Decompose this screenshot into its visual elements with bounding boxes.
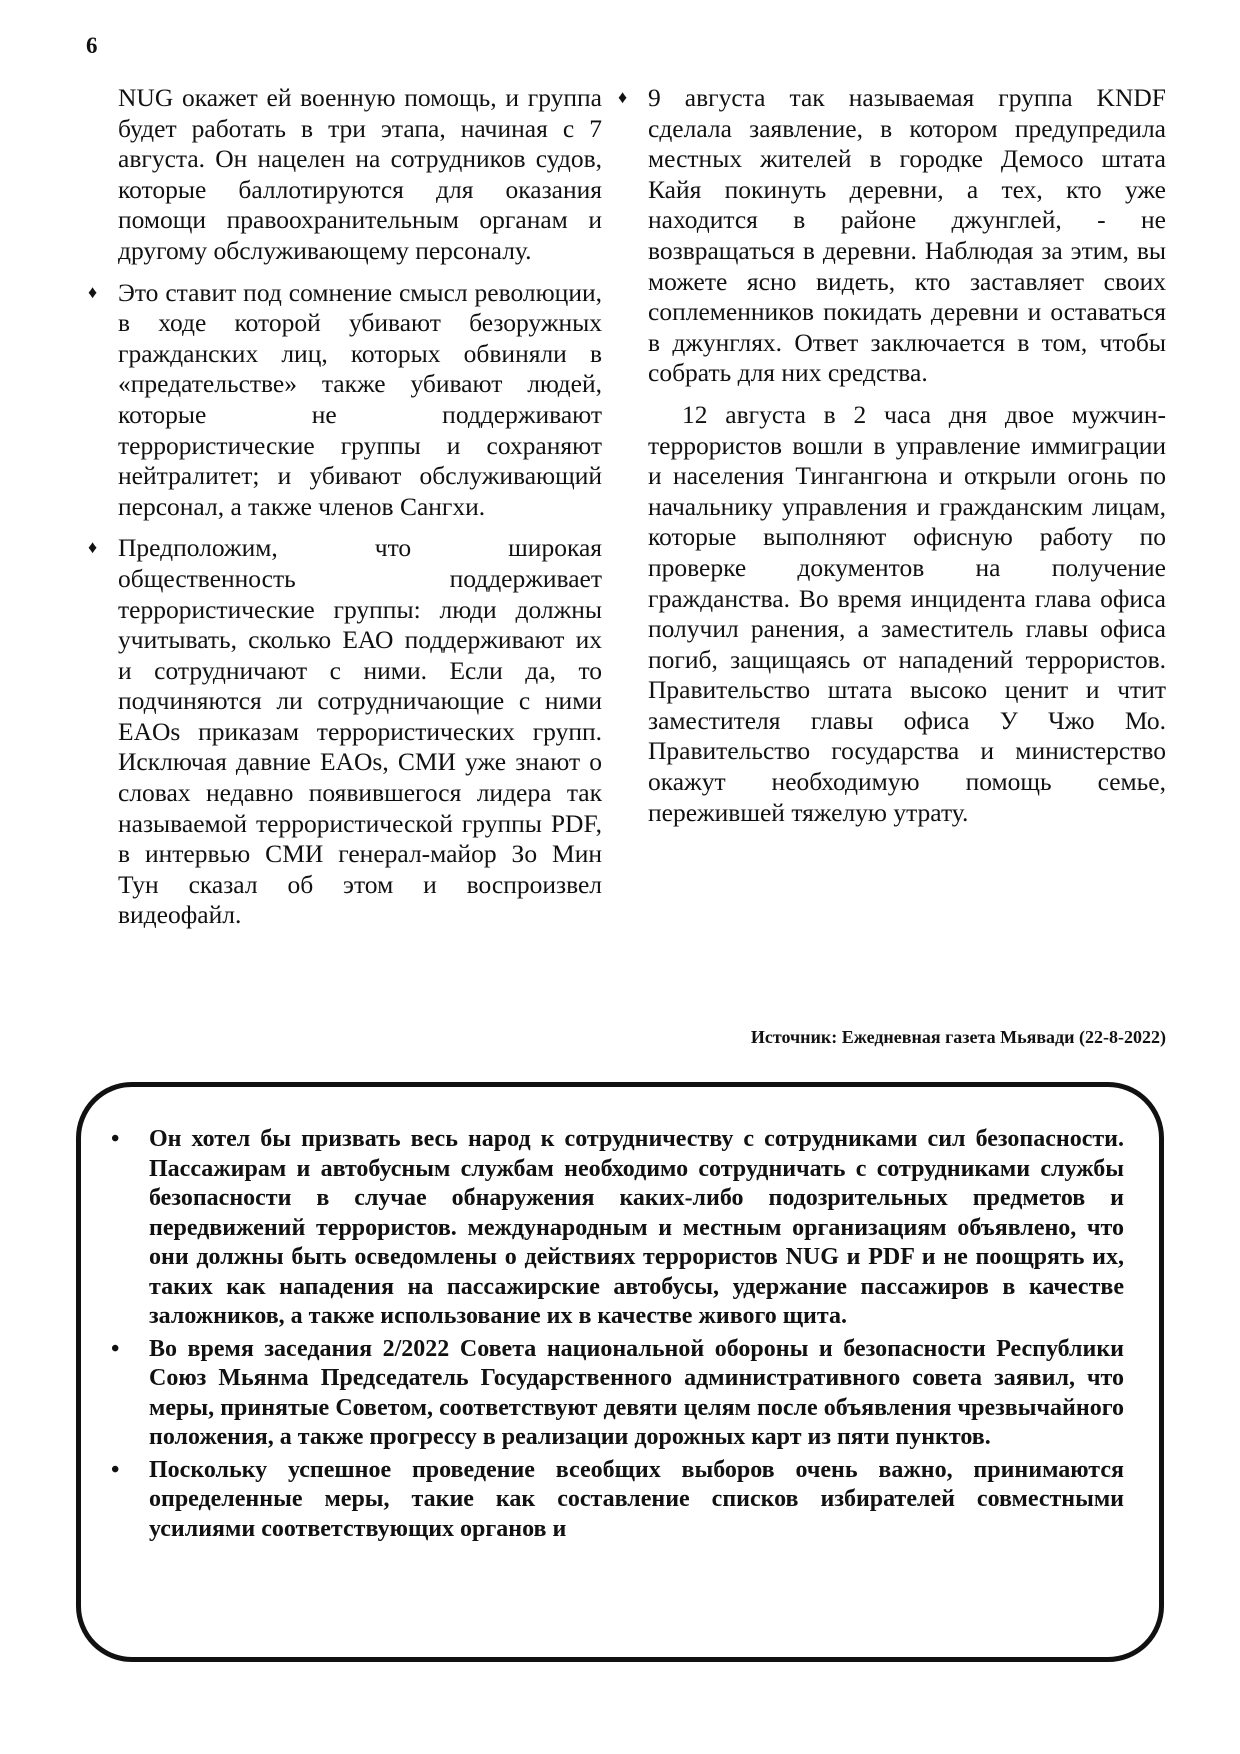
page-number: 6 (86, 33, 98, 58)
highlight-item (111, 1125, 1124, 1332)
diamond-bullet-icon: ♦ (88, 281, 98, 302)
left-paragraph-continuation: NUG окажет ей военную помощь, и группа будет работать в три этапа, начиная с 7 августа. Он нацелен на сотрудников судов, которые баллотируются для оказания помощи правоохранительным органам и другому обслуживающему персоналу. (118, 83, 602, 265)
source-citation: Источник: Ежедневная газета Мьявади (22-8-2022) (750, 1027, 1166, 1047)
right-paragraph-attack: 12 августа в 2 часа дня двое мужчин-террористов вошли в управление иммиграции и населения Тингангюна и открыли огонь по начальнику управления и гражданским лицам, которые выполняют офисную работу по проверке документов на получение гражданства. Во время инцидента глава офиса получил ранения, а заместитель главы офиса погиб, защищаясь от нападений террористов. Правительство штата высоко ценит и чтит заместителя главы офиса У Чжо Мо. Правительство государства и министерство окажут необходимую помощь семье, пережившей тяжелую утрату. (648, 399, 1166, 827)
bullet-dot-icon: • (111, 1335, 120, 1362)
paragraph-text: Это ставит под сомнение смысл революции, в ходе которой убивают безоружных гражданских лиц, которых обвиняли в «предательстве» также убивают людей, которые не поддерживают террористические группы и сохраняют нейтралитет; и убивают обслуживающий персонал, а также членов Сангхи. (118, 277, 602, 521)
left-bullet-paragraph-support (88, 533, 602, 931)
diamond-bullet-icon: ♦ (88, 537, 98, 558)
highlight-item (111, 1335, 1124, 1453)
right-column (618, 83, 1166, 839)
highlight-item (111, 1456, 1124, 1545)
paragraph-text: Предположим, что широкая общественность поддерживает террористические группы: люди должны учитывать, сколько ЕАО поддерживают их и сотрудничают с ними. Если да, то подчиняются ли сотрудничающие с ними EAOs приказам террористических групп. Исключая давние EAOs, СМИ уже знают о словах недавно появившегося лидера так называемой террористической группы PDF, в интервью СМИ генерал-майор Зо Мин Тун сказал об этом и воспроизвел видеофайл. (118, 533, 602, 930)
bullet-dot-icon: • (111, 1126, 120, 1152)
left-column (88, 83, 602, 942)
paragraph-text: 9 августа так называемая группа KNDF сделала заявление, в котором предупредила местных жителей в городке Демосо штата Кайя покинуть деревни, а тех, кто уже находится в районе джунглей, - не возвращаться в деревни. Наблюдая за этим, вы можете ясно видеть, кто заставляет своих соплеменников покидать деревни и оставаться в джунглях. Ответ заключается в том, чтобы собрать для них средства. (648, 83, 1166, 388)
bullet-dot-icon: • (111, 1456, 120, 1483)
highlight-item-text: Он хотел бы призвать весь народ к сотрудничеству с сотрудниками сил безопасности. Пассажирам и автобусным службам необходимо сотрудничать с сотрудниками службы безопасности в случае обнаружения каких-либо подозрительных предметов и передвижений террористов. международным и местным организациям объявлено, что они должны быть осведомлены о действиях террористов NUG и PDF и не поощрять их, таких как нападения на пассажирские автобусы, удержание пассажиров в качестве заложников, а также использование их в качестве живого щита. (149, 1126, 1124, 1329)
highlight-box (76, 1082, 1164, 1662)
highlight-list (111, 1125, 1124, 1547)
left-bullet-paragraph-revolution (88, 277, 602, 523)
highlight-item-text: Во время заседания 2/2022 Совета национальной обороны и безопасности Республики Союз Мьянма Председатель Государственного административного совета заявил, что меры, принятые Советом, соответствуют девяти целям после объявления чрезвычайного положения, а также прогрессу в реализации дорожных карт из пяти пунктов. (149, 1335, 1124, 1450)
diamond-bullet-icon: ♦ (618, 87, 628, 107)
highlight-item-text: Поскольку успешное проведение всеобщих выборов очень важно, принимаются определенные меры, такие как составление списков избирателей совместными усилиями соответствующих органов и (149, 1456, 1124, 1542)
right-bullet-paragraph-kndf (618, 83, 1166, 389)
